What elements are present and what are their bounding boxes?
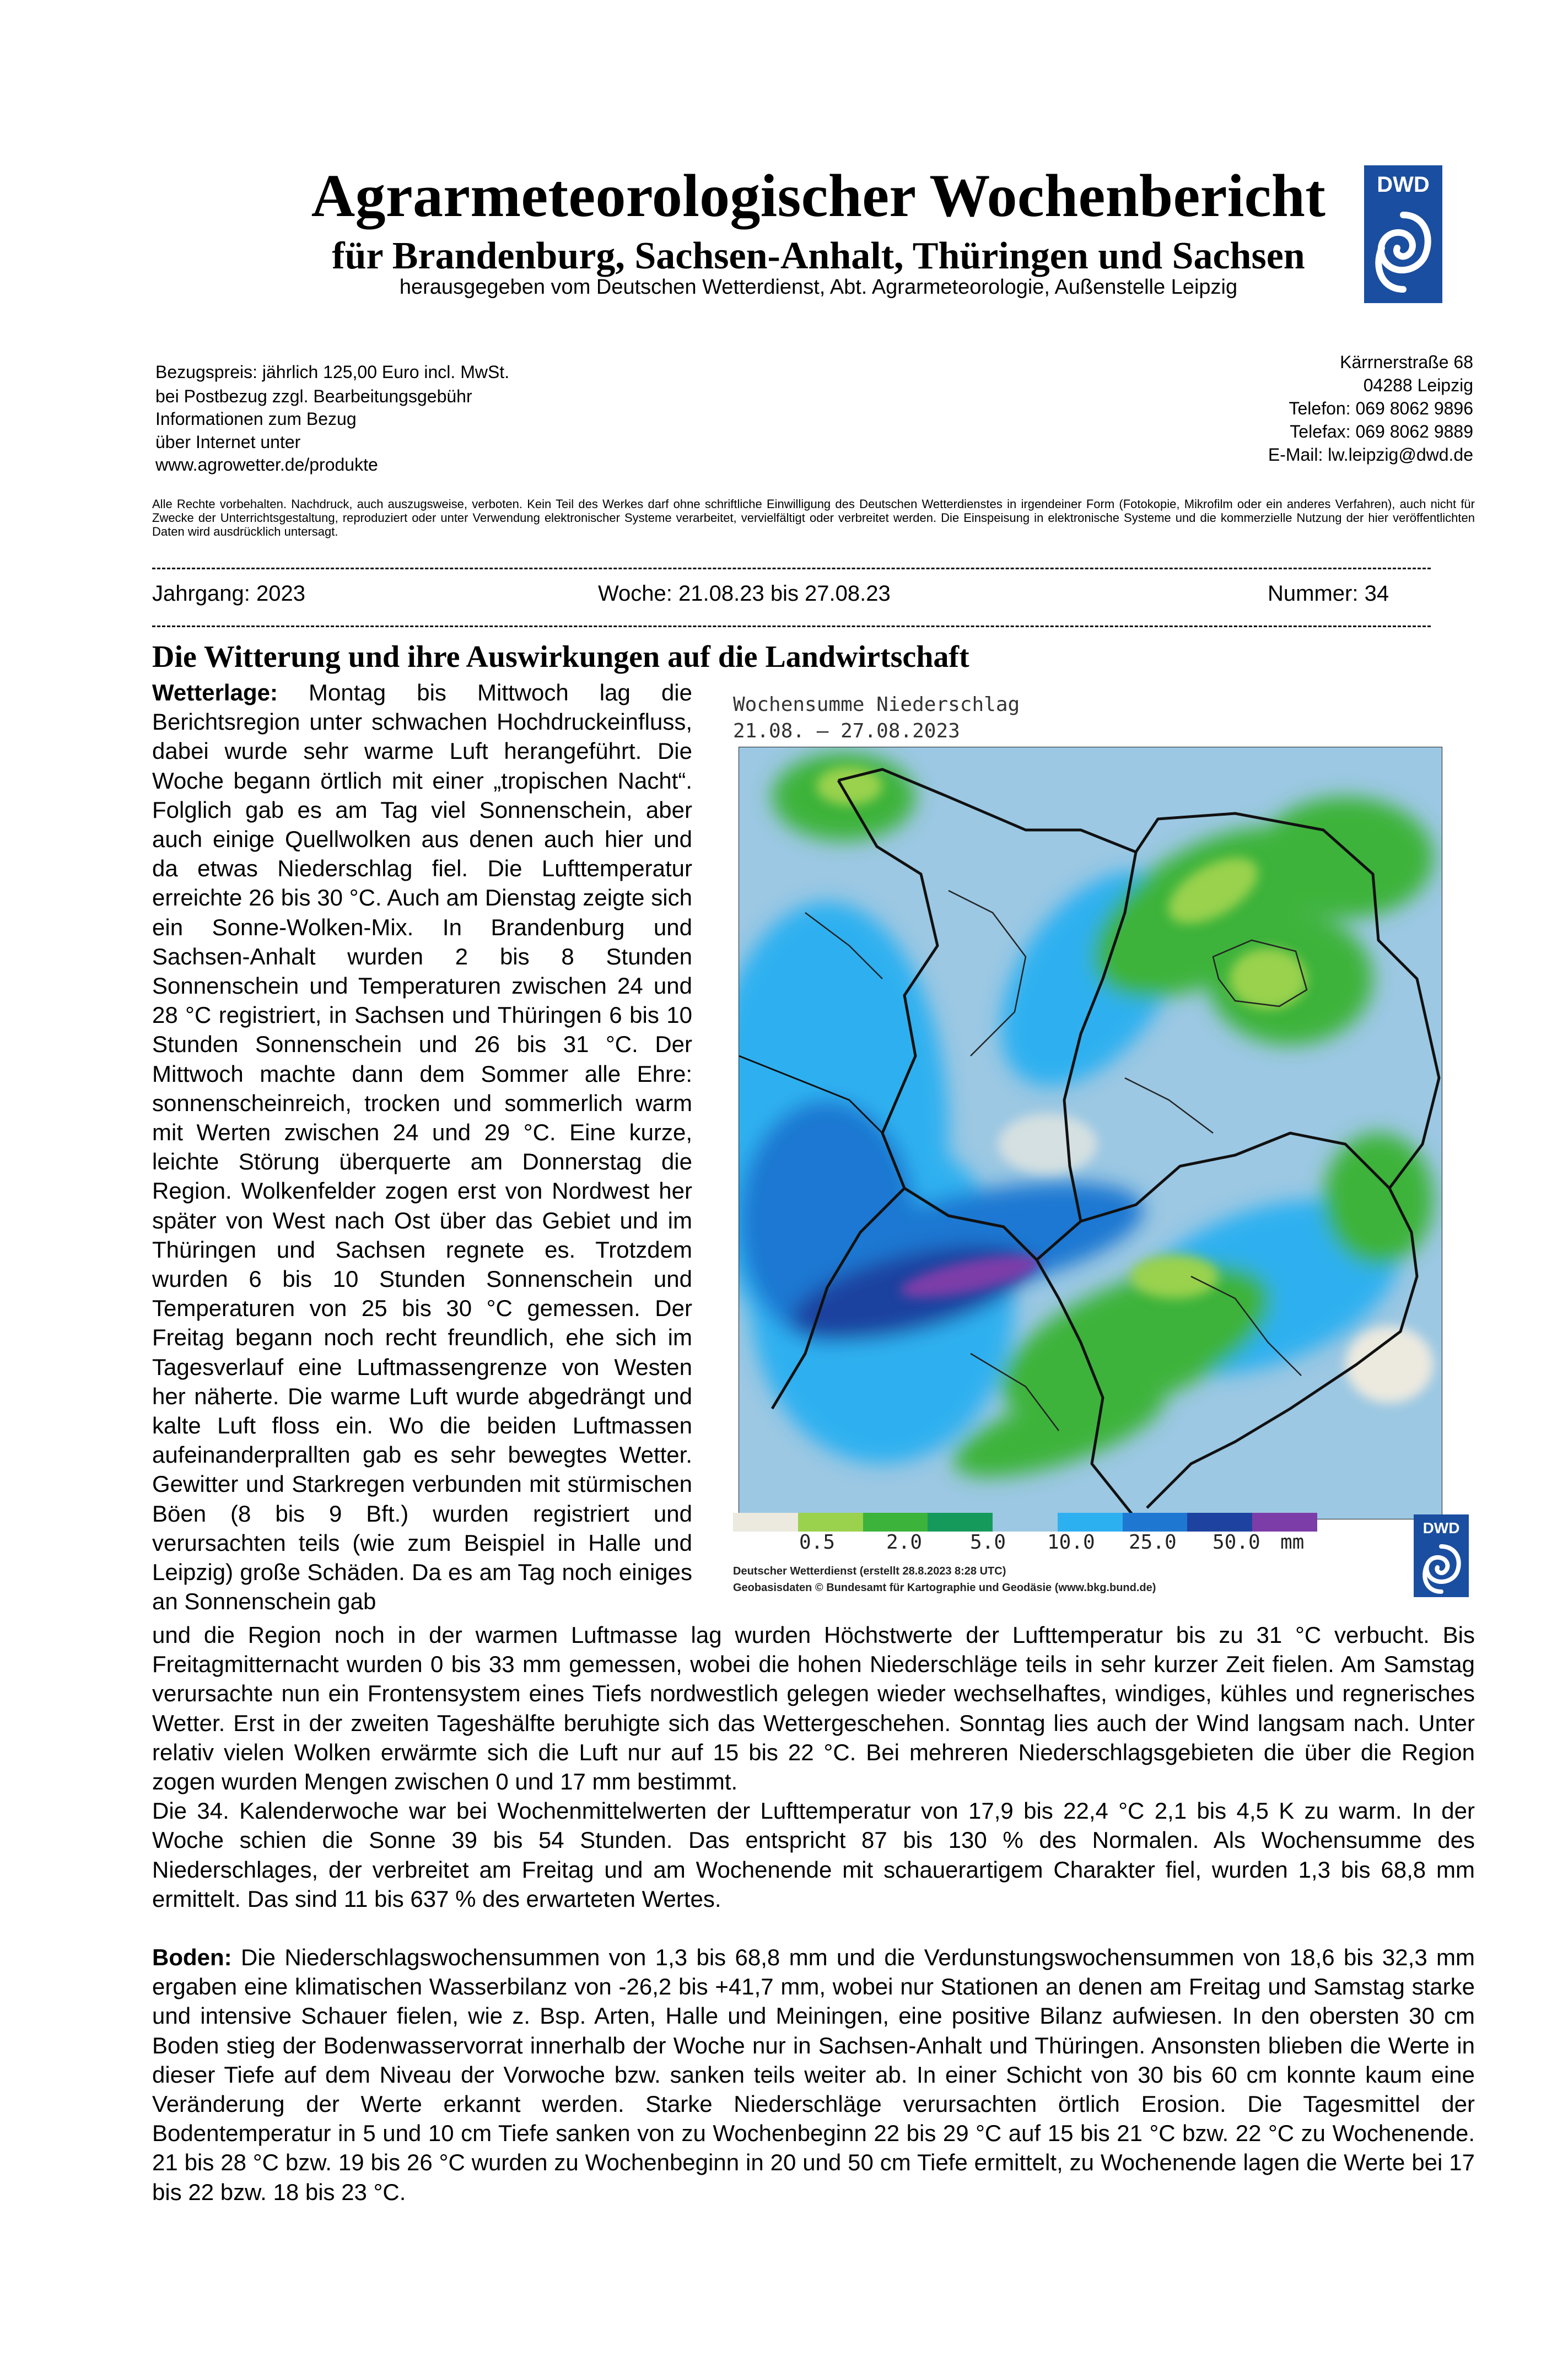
map-title-line1: Wochensumme Niederschlag (733, 693, 1020, 716)
legend-label: 2.0 (886, 1531, 923, 1554)
address-phone: Telefon: 069 8062 9896 (1289, 398, 1473, 418)
legend-label: 50.0 (1213, 1531, 1260, 1554)
jahrgang: Jahrgang: 2023 (152, 581, 306, 606)
address-fax: Telefax: 069 8062 9889 (1290, 422, 1473, 441)
legend-swatch (1058, 1513, 1123, 1532)
map-dwd-logo (1414, 1514, 1469, 1597)
map-dwd-logo-text: DWD (1422, 1519, 1460, 1537)
map-geodata-credit: Geobasisdaten © Bundesamt für Kartographie und Geodäsie (www.bkg.bund.de) (733, 1582, 1156, 1594)
legend-swatch (1187, 1513, 1252, 1532)
legend-unit: mm (1280, 1531, 1305, 1554)
wetterlage-text-left: Montag bis Mittwoch lag die Berichtsregion unter schwachen Hochdruckeinfluss, dabei wurde sehr warme Luft herangeführt. Die Woche begann örtlich mit einer „tropischen Nacht“. Folglich gab es am Tag viel Sonnenschein, aber auch einige Quellwolken aus denen auch hier und da etwas Niederschlag fiel. Die Lufttemperatur erreichte 26 bis 30 °C. Auch am Dienstag zeigte sich ein Sonne-Wolken-Mix. In Brandenburg und Sachsen-Anhalt wurden 2 bis 8 Stunden Sonnenschein und Temperaturen zwischen 24 und 28 °C registriert, in Sachsen und Thüringen 6 bis 10 Stunden Sonnenschein und 26 bis 31 °C. Der Mittwoch machte dann dem Sommer alle Ehre: sonnenscheinreich, trocken und sommerlich warm mit Werten zwischen 24 und 29 °C. Eine kurze, leichte Störung überquerte am Donnerstag die Region. Wolkenfelder zogen erst von Nordwest her später von West nach Ost über das Gebiet und im Thüringen und Sachsen regnete es. Trotzdem wurden 6 bis 10 Stunden Sonnenschein und Temperaturen von 25 bis 30 °C gemessen. Der Freitag begann noch recht freundlich, ehe sich im Tagesverlauf eine Luftmassengrenze von Westen her näherte. Die warme Luft wurde abgedrängt und kalte Luft floss ein. Wo die beiden Luftmassen aufeinanderprallten gab es sehr bewegtes Wetter. Gewitter und Starkregen verbunden mit stürmischen Böen (8 bis 9 Bft.) wurden registriert und verursachten teils (wie zum Beispiel in Halle und Leipzig) große Schäden. Da es am Tag noch einiges an Sonnenschein gab (152, 680, 692, 1615)
section-title: Die Witterung und ihre Auswirkungen auf die Landwirtschaft (152, 640, 969, 674)
wetterlage-label: Wetterlage: (152, 680, 278, 705)
map-legend-bar (733, 1513, 1317, 1532)
legend-swatch (863, 1513, 928, 1532)
boden-label: Boden: (152, 1944, 232, 1970)
map-title-date: 21.08. – 27.08.2023 (733, 720, 960, 742)
legend-label: 10.0 (1047, 1531, 1095, 1554)
map-credit: Deutscher Wetterdienst (erstellt 28.8.2023 8:28 UTC) (733, 1565, 1006, 1577)
map-title (733, 692, 1020, 745)
subscription-line: über Internet unter (155, 432, 301, 452)
week-summary: Die 34. Kalenderwoche war bei Wochenmittelwerten der Lufttemperatur von 17,9 bis 22,4 °C 2,1 bis 4,5 K zu warm. In der Woche schien die Sonne 39 bis 54 Stunden. Das entspricht 87 bis 130 % des Normalen. Als Wochensumme des Niederschlages, der verbreitet am Freitag und am Wochenende mit schauerartigem Charakter fiel, wurden 1,3 bis 68,8 mm ermittelt. Das sind 11 bis 637 % des erwarteten Wertes. (152, 1798, 1475, 1912)
legend-swatch (928, 1513, 993, 1532)
address-line: 04288 Leipzig (1363, 375, 1473, 395)
dwd-logo (1364, 165, 1442, 303)
address-email[interactable]: E-Mail: lw.leipzig@dwd.de (1268, 445, 1473, 465)
legend-label: 5.0 (970, 1531, 1006, 1554)
legend-swatch (798, 1513, 863, 1532)
boden-paragraph (152, 1943, 1475, 2207)
wetterlage-continuation (152, 1620, 1475, 1913)
address-line: Kärrnerstraße 68 (1340, 352, 1473, 372)
nummer: Nummer: 34 (1268, 581, 1389, 606)
legend-swatch (1252, 1513, 1317, 1532)
publisher-line: herausgegeben vom Deutschen Wetterdienst, Abt. Agrarmeteorologie, Außenstelle Leipzig (399, 276, 1238, 299)
legend-label: 25.0 (1129, 1531, 1177, 1554)
subscription-line: Bezugspreis: jährlich 125,00 Euro incl. MwSt. (155, 362, 510, 382)
woche-range: Woche: 21.08.23 bis 27.08.23 (598, 581, 891, 606)
report-subtitle: für Brandenburg, Sachsen-Anhalt, Thüringen und Sachsen (332, 235, 1305, 277)
subscription-line: bei Postbezug zzgl. Bearbeitungsgebühr (155, 386, 472, 406)
precipitation-map (739, 747, 1442, 1519)
legend-swatch (993, 1513, 1058, 1532)
report-title: Agrarmeteorologischer Wochenbericht (311, 162, 1326, 229)
legend-swatch (1123, 1513, 1188, 1532)
divider (152, 626, 1431, 627)
wetterlage-paragraph (152, 678, 692, 1620)
subscription-line: Informationen zum Bezug (155, 409, 357, 429)
divider (152, 568, 1431, 569)
subscription-link[interactable]: www.agrowetter.de/produkte (155, 455, 378, 475)
rights-notice: Alle Rechte vorbehalten. Nachdruck, auch auszugsweise, verboten. Kein Teil des Werkes darf ohne schriftliche Einwilligung des Deutschen Wetterdienstes in irgendeiner Form (Fotokopie, Mikrofilm oder ein anderes Verfahren), auch nicht für Zwecke der Unterrichtsgestaltung, reproduziert oder unter Verwendung elektronischer Systeme verarbeitet, vervielfältigt oder verbreitet werden. Die Einspeisung in elektronische Systeme und die kommerzielle Nutzung der hier veröffentlichten Daten wird ausdrücklich untersagt. (152, 497, 1475, 538)
legend-swatch (733, 1513, 798, 1532)
wetterlage-text-full: und die Region noch in der warmen Luftmasse lag wurden Höchstwerte der Lufttemperatur bis zu 31 °C verbucht. Bis Freitagmitternacht wurden 0 bis 33 mm gemessen, wobei die hohen Niederschläge teils in sehr kurzer Zeit fielen. Am Samstag verursachte nun ein Frontensystem eines Tiefs nordwestlich gelegen wieder wechselhaftes, windiges, kühles und regnerisches Wetter. Erst in der zweiten Tageshälfte beruhigte sich das Wettergeschehen. Sonntag lies auch der Wind langsam nach. Unter relativ vielen Wolken erwärmte sich die Luft nur auf 15 bis 22 °C. Bei mehreren Niederschlagsgebieten die über die Region zogen wurden Mengen zwischen 0 und 17 mm bestimmt. (152, 1622, 1475, 1795)
map-legend-labels (733, 1531, 1317, 1559)
boden-text: Die Niederschlagswochensummen von 1,3 bis 68,8 mm und die Verdunstungswochensummen von 18,6 bis 32,3 mm ergaben eine klimatischen Wasserbilanz von -26,2 bis +41,7 mm, wobei nur Stationen an denen am Freitag und Samstag starke und intensive Schauer fielen, wie z. Bsp. Arten, Halle und Meiningen, eine positive Bilanz aufwiesen. In den obersten 30 cm Boden stieg der Bodenwasservorrat innerhalb der Woche nur in Sachsen-Anhalt und Thüringen. Ansonsten blieben die Werte in dieser Tiefe auf dem Niveau der Vorwoche bzw. sanken teils weiter ab. In einer Schicht von 30 bis 60 cm konnte kaum eine Veränderung der Werte erkannt werden. Starke Niederschläge verursachten örtlich Erosion. Die Tagesmittel der Bodentemperatur in 5 und 10 cm Tiefe sanken von zu Wochenbeginn 22 bis 29 °C auf 15 bis 21 °C bzw. 22 °C zu Wochenende. 21 bis 28 °C bzw. 19 bis 26 °C wurden zu Wochenbeginn in 20 und 50 cm Tiefe ermittelt, zu Wochenende lagen die Werte bei 17 bis 22 bzw. 18 bis 23 °C. (152, 1944, 1475, 2205)
legend-label: 0.5 (799, 1531, 836, 1554)
dwd-logo-text: DWD (1377, 172, 1430, 197)
